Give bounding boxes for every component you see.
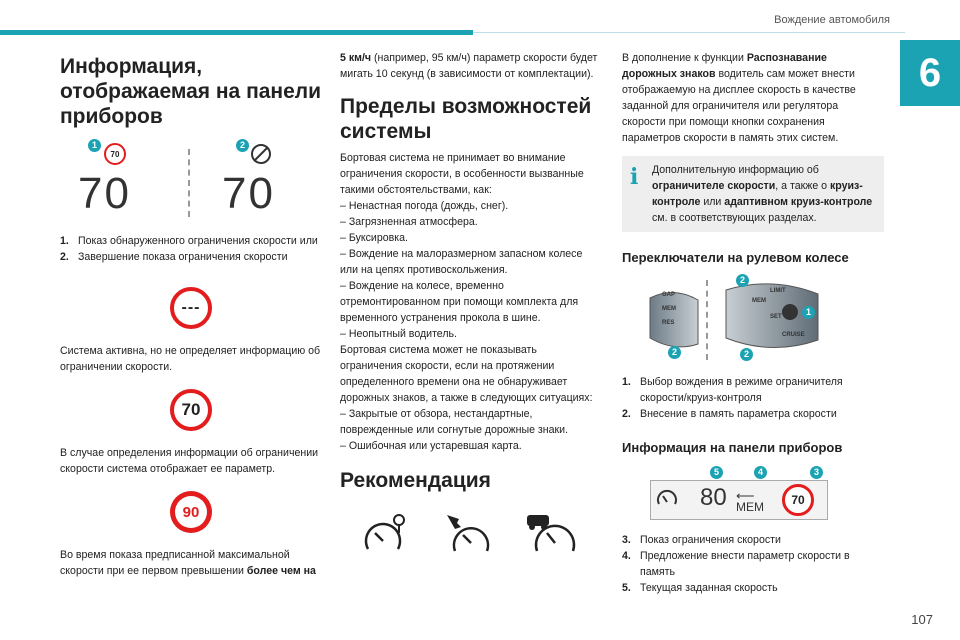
badge-1: 1 [802, 306, 815, 319]
speed-value-1: 70 [78, 169, 131, 218]
switch-limit-label: LIMIT [770, 288, 786, 294]
limits-list-2 [340, 406, 602, 454]
limits-intro: Бортовая система не принимает во внимание ограничения скорости, в особенности вызванные такими обстоятельствами, как: [340, 152, 584, 196]
speedometer-hand-icon [445, 511, 495, 561]
title-recommendation: Рекомендация [340, 469, 491, 492]
para-limit-detected: В случае определения информации об ограничении скорости система отображает ее параметр. [60, 447, 319, 475]
para-overspeed: Во время показа предписанной максимальной скорости при ее первом превышении более чем на [60, 549, 316, 577]
no-limit-icon [250, 143, 272, 165]
figure-divider [706, 280, 708, 360]
list-switches [622, 374, 884, 422]
list-item: 2. Завершение показа ограничения скорости [60, 251, 288, 263]
arrow-left-icon: ⟵ [736, 488, 755, 503]
list-item: 4. Предложение внести параметр скорости в память [622, 550, 850, 578]
list-panel [622, 532, 884, 596]
list-item: – Загрязненная атмосфера. [340, 214, 602, 230]
list-speed-display [60, 233, 322, 265]
section-header: Вождение автомобиля [774, 14, 890, 26]
sign-90-value: 90 [175, 496, 207, 528]
list-item: – Закрытые от обзора, нестандартные, поврежденные или согнутые дорожные знаки. [340, 406, 602, 438]
badge-2: 2 [736, 274, 749, 287]
column-1 [60, 40, 322, 579]
speedometer-pin-icon [360, 511, 410, 561]
figure-divider [188, 149, 190, 217]
info-text: Дополнительную информацию об ограничителе скорости, а также о круиз-контроле или адаптивном круиз-контроле см. в соответствующих разделах. [652, 164, 873, 224]
info-icon: i [630, 164, 639, 190]
sign-90-flashing [170, 491, 212, 533]
mem-label: MEM [736, 500, 764, 514]
list-item: 5. Текущая заданная скорость [622, 582, 778, 594]
figure-panel-display [622, 466, 884, 522]
panel-speed-sign: 70 [782, 484, 814, 516]
list-item: – Неопытный водитель. [340, 326, 602, 342]
switch-cruise-label: CRUISE [782, 332, 805, 338]
limits-intro-2: Бортовая система может не показывать ограничения скорости, если на протяжении определенного времени она не обнаруживает дорожных знаков, а также в следующих ситуациях: [340, 344, 593, 404]
figure-speed-display [60, 139, 322, 223]
column-3 [622, 40, 884, 596]
sign-no-limit-detected: --- [170, 287, 212, 329]
list-item: – Ненастная погода (дождь, снег). [340, 198, 602, 214]
badge-2: 2 [236, 139, 249, 152]
recommendation-icons [340, 507, 602, 577]
switch-res-label: RES [662, 320, 675, 326]
list-item: – Вождение на малоразмерном запасном колесе или на цепях противоскольжения. [340, 246, 602, 278]
limits-list [340, 198, 602, 342]
speed-sign-small: 70 [104, 143, 126, 165]
header-accent-bar [0, 30, 473, 35]
cruise-speedometer-icon [656, 486, 678, 510]
list-item: – Ошибочная или устаревшая карта. [340, 438, 602, 454]
list-item: 3. Показ ограничения скорости [622, 534, 781, 546]
switch-gap-label: GAP [662, 292, 676, 298]
switch-set-label: SET [770, 314, 782, 320]
header-rule [473, 32, 905, 33]
column-2 [340, 40, 602, 577]
list-item: 1. Выбор вождения в режиме ограничителя скорости/круиз-контроля [622, 376, 843, 404]
list-item: 2. Внесение в память параметра скорости [622, 408, 837, 420]
current-set-speed: 80 [700, 484, 727, 511]
para-sign-recognition: В дополнение к функции Распознавание дорожных знаков водитель сам может внести отображаемую на дисплее скорость в качестве заданной для ограничителя или регулятора скорости при помощи кнопки сохранения параметров скорости в память этих систем. [622, 52, 856, 144]
title-info-panel: Информация, отображаемая на панели приборов [60, 55, 322, 128]
list-item: – Вождение на колесе, временно отремонтированном при помощи комплекта для временного устранения прокола в шине. [340, 278, 602, 326]
switch-mem-label: MEM [752, 298, 766, 304]
para-system-active: Система активна, но не определяет информацию об ограничении скорости. [60, 345, 321, 373]
badge-2: 2 [740, 348, 753, 361]
speed-value-2: 70 [222, 169, 275, 218]
title-panel-info: Информация на панели приборов [622, 440, 843, 455]
title-limits: Пределы возможностей системы [340, 95, 592, 143]
page-number: 107 [911, 612, 933, 627]
badge-1: 1 [88, 139, 101, 152]
figure-steering-switches [622, 274, 884, 366]
info-box [622, 156, 884, 232]
badge-5: 5 [710, 466, 723, 479]
para-overspeed-cont: 5 км/ч (например, 95 км/ч) параметр скорости будет мигать 10 секунд (в зависимости от комплектации). [340, 52, 598, 80]
chapter-tab: 6 [900, 40, 960, 106]
speedometer-car-icon [525, 507, 581, 565]
title-steering-switches: Переключатели на рулевом колесе [622, 250, 849, 265]
list-item: – Буксировка. [340, 230, 602, 246]
badge-4: 4 [754, 466, 767, 479]
list-item: 1. Показ обнаруженного ограничения скорости или [60, 235, 318, 247]
badge-2: 2 [668, 346, 681, 359]
badge-3: 3 [810, 466, 823, 479]
switch-mem-label-left: MEM [662, 306, 676, 312]
sign-70: 70 [170, 389, 212, 431]
